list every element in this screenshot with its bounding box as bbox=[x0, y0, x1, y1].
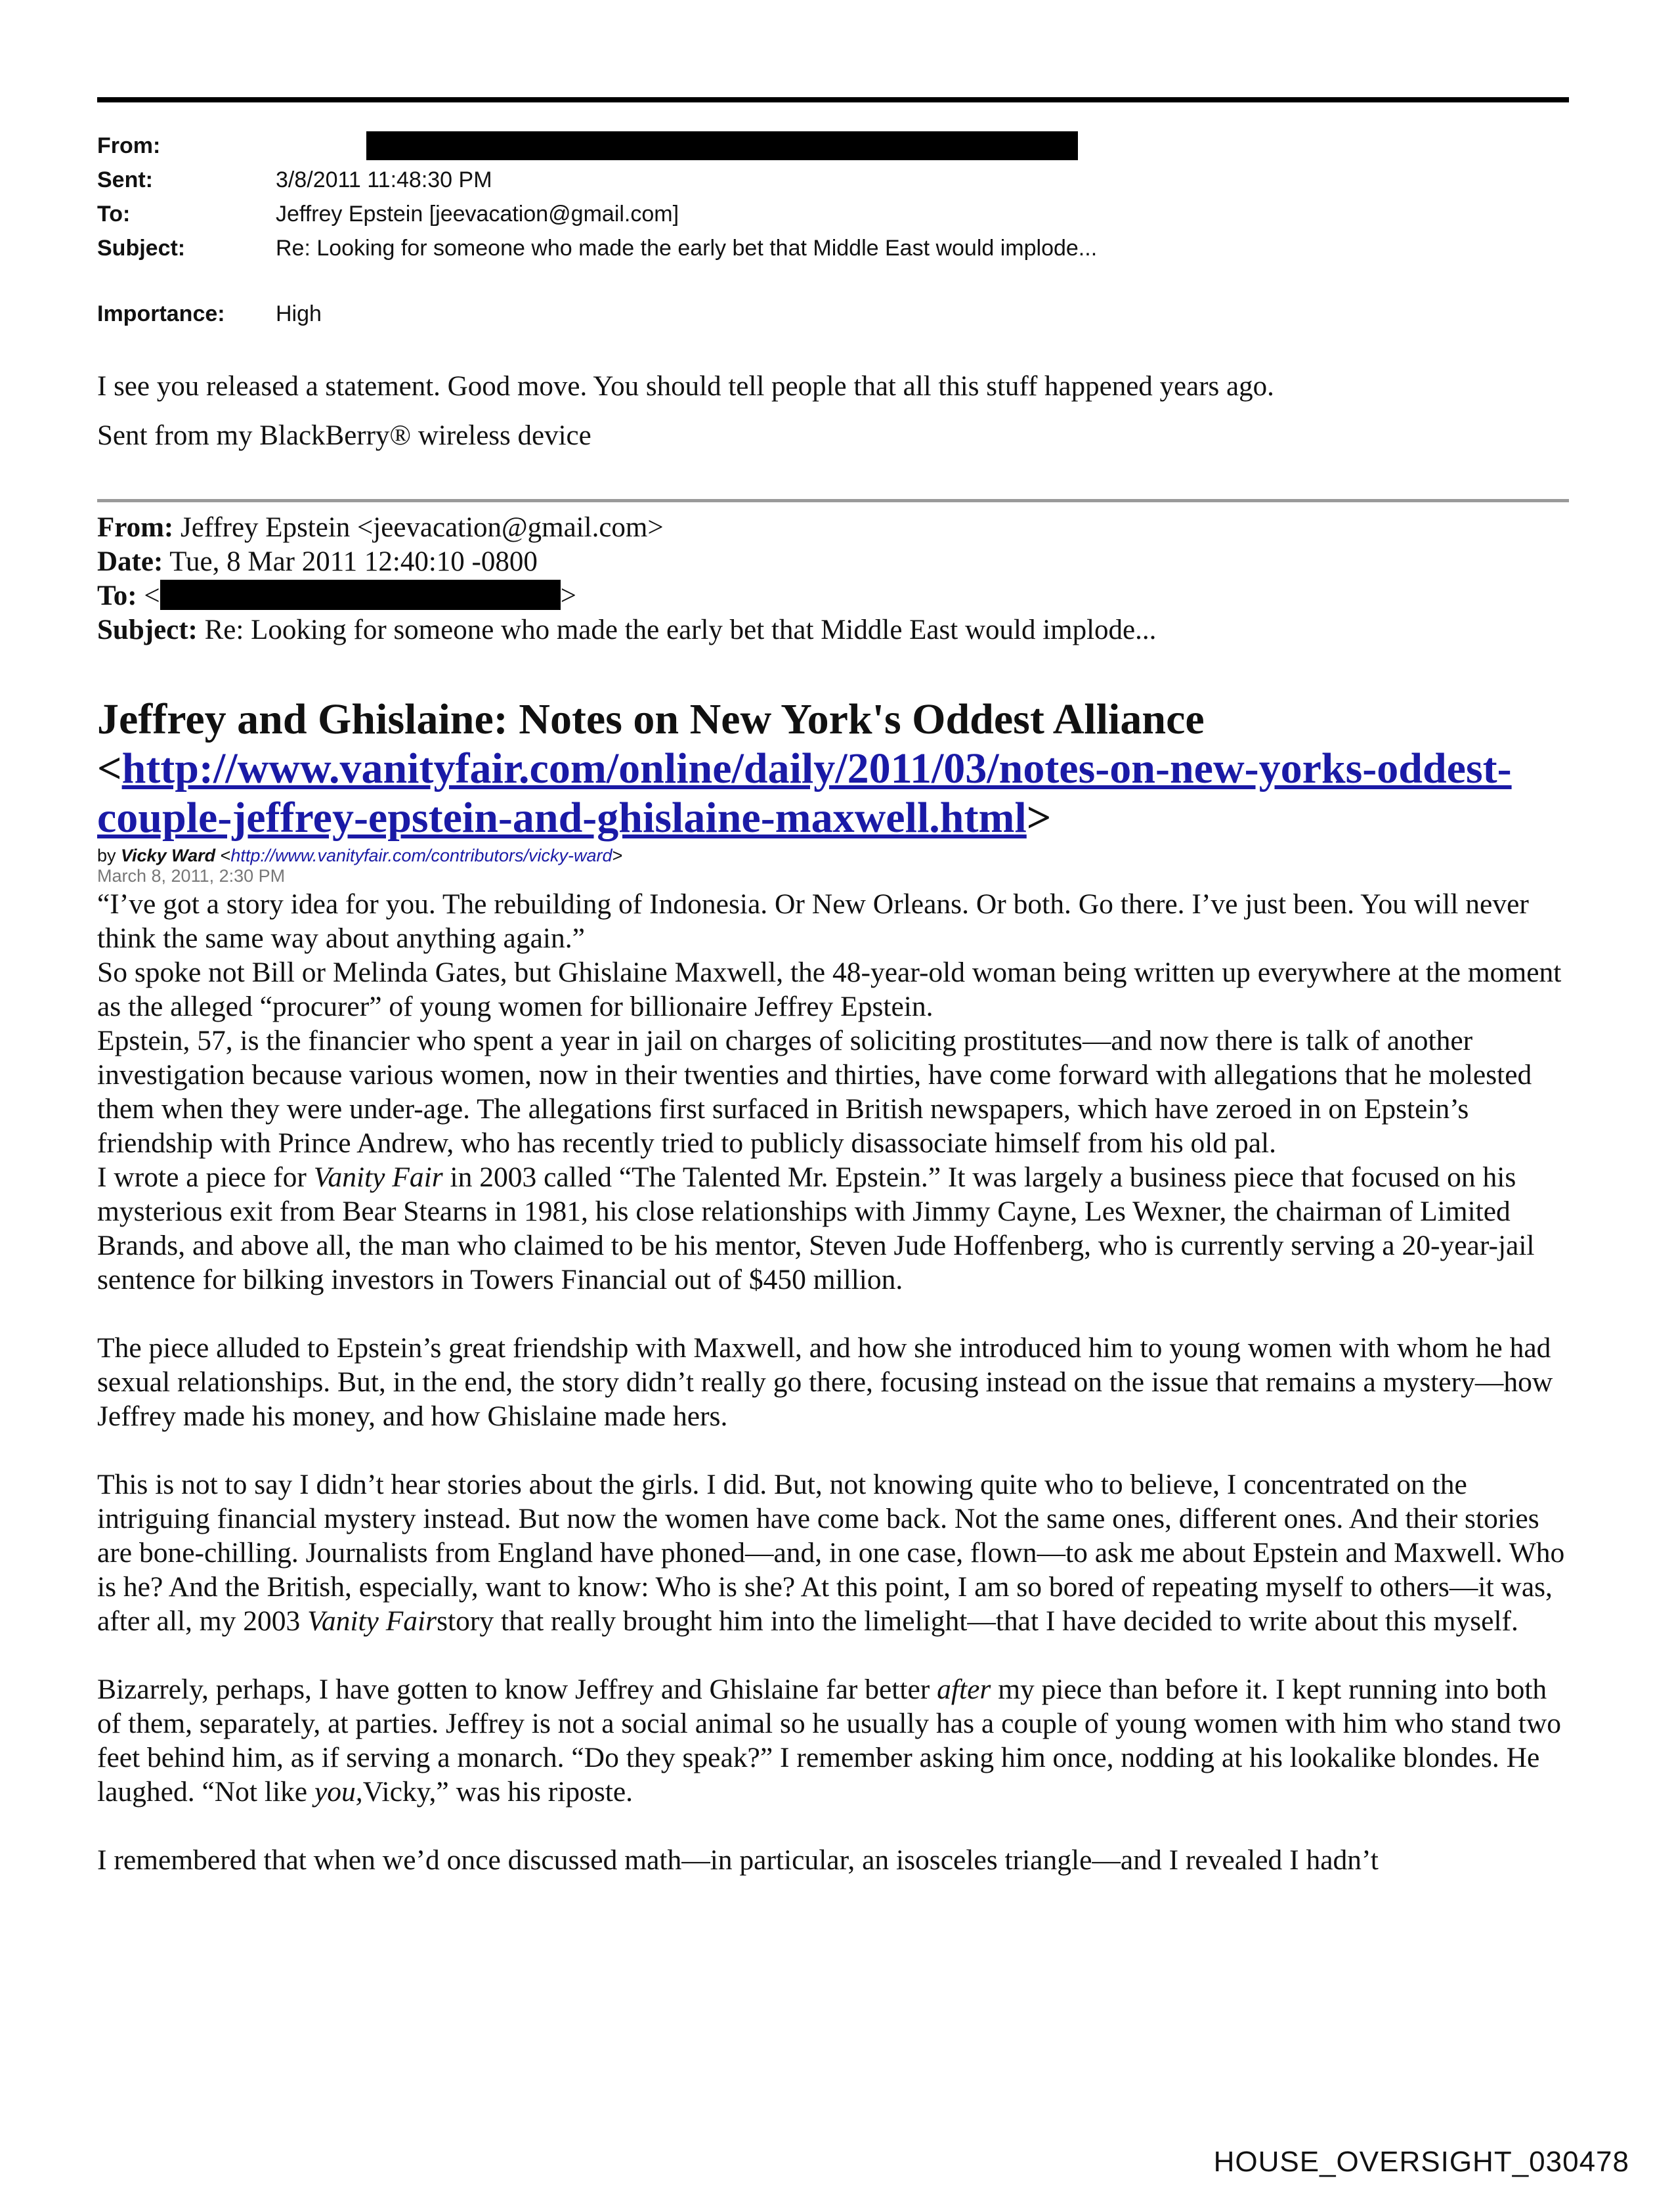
text-run: Vicky,” was his riposte. bbox=[362, 1776, 633, 1808]
to-label: To: bbox=[97, 201, 131, 227]
author-link-close: > bbox=[612, 846, 623, 865]
sent-row bbox=[97, 163, 1569, 197]
byline-by: by bbox=[97, 846, 121, 865]
sent-label: Sent: bbox=[97, 167, 153, 192]
article-title bbox=[97, 695, 1569, 842]
text-run: This is not to say I didn’t hear stories about the girls. I did. But, not knowing quite who to believe, I concentrated on the intriguing financial mystery instead. But now the women have come back. Not the same ones, different ones. And their stories are bone-chilling. Journalists from England have phoned—and, in one case, flown—to ask me about Epstein and Maxwell. Who is he? And the British, especially, want to know: Who is she? At this point, I am so bored of repeating myself to others—it was, after all, my 2003 bbox=[97, 1469, 1565, 1637]
article-link-open: < bbox=[97, 745, 122, 792]
redaction-box bbox=[160, 580, 561, 610]
importance-label: Importance: bbox=[97, 301, 225, 326]
subject-row bbox=[97, 231, 1569, 265]
fwd-from-row bbox=[97, 511, 1569, 545]
article-link[interactable]: http://www.vanityfair.com/online/daily/2011/03/notes-on-new-yorks-oddest-couple-jeffrey-epstein-and-ghislaine-maxwell.html bbox=[97, 745, 1512, 842]
text-run: story that really brought him into the limelight—that I have decided to write about this myself. bbox=[437, 1605, 1518, 1637]
paragraph bbox=[97, 1672, 1569, 1809]
author-link-open: < bbox=[215, 846, 231, 865]
signature-line: Sent from my BlackBerry® wireless device bbox=[97, 420, 591, 451]
italic-run: after bbox=[937, 1674, 991, 1705]
article bbox=[97, 695, 1569, 1877]
article-title-text: Jeffrey and Ghislaine: Notes on New York's Oddest Alliance bbox=[97, 695, 1205, 743]
article-body bbox=[97, 887, 1569, 1877]
text-run: in 2003 called “The Talented Mr. Epstein.” It was largely a business piece that focused on his mysterious exit from Bear Stearns in 1981, his close relationships with Jimmy Cayne, Les Wexner, the chairman of Limited Brands, and above all, the man who claimed to be his mentor, Steven Jude Hoffenberg, who is currently serving a 20-year-jail sentence for bilking investors in Towers Financial out of $450 million. bbox=[97, 1161, 1535, 1295]
article-link-close: > bbox=[1026, 794, 1052, 842]
separator-rule bbox=[97, 499, 1569, 502]
paragraph: So spoke not Bill or Melinda Gates, but Ghislaine Maxwell, the 48-year-old woman being written up everywhere at the moment as the alleged “procurer” of young women for billionaire Jeffrey Epstein. bbox=[97, 957, 1562, 1022]
forwarded-header bbox=[97, 511, 1569, 647]
email-header bbox=[97, 129, 1569, 331]
fwd-to-label: To: bbox=[97, 580, 137, 611]
from-row bbox=[97, 129, 1569, 163]
bates-number: HOUSE_OVERSIGHT_030478 bbox=[1213, 2146, 1629, 2178]
italic-run: you, bbox=[314, 1776, 363, 1808]
text-run: Bizarrely, perhaps, I have gotten to know Jeffrey and Ghislaine far better bbox=[97, 1674, 937, 1705]
paragraph: The piece alluded to Epstein’s great friendship with Maxwell, and how she introduced him to young women with whom he had sexual relationships. But, in the end, the story didn’t really go there, focusing instead on the issue that remains a mystery—how Jeffrey made his money, and how Ghislaine made hers. bbox=[97, 1332, 1553, 1432]
redaction-box bbox=[366, 131, 1078, 160]
message-line: I see you released a statement. Good move. You should tell people that all this stuff happened years ago. bbox=[97, 371, 1274, 402]
fwd-subject-value: Re: Looking for someone who made the early bet that Middle East would implode... bbox=[197, 615, 1157, 645]
paragraph bbox=[97, 1160, 1569, 1297]
text-run: I wrote a piece for bbox=[97, 1161, 314, 1193]
fwd-subject-label: Subject: bbox=[97, 615, 198, 645]
fwd-from-value: Jeffrey Epstein <jeevacation@gmail.com> bbox=[173, 512, 664, 543]
top-rule bbox=[97, 97, 1569, 102]
text-run: my piece than before it. I kept running into both of them, separately, at parties. Jeffrey is not a social animal so he usually has a couple of young women with him who stand two feet behind him, as if serving a monarch. “Do they speak?” I remember asking him once, nodding at his lookalike blondes. He laughed. “Not like bbox=[97, 1674, 1562, 1808]
to-value: Jeffrey Epstein [jeevacation@gmail.com] bbox=[276, 201, 679, 227]
fwd-date-value: Tue, 8 Mar 2011 12:40:10 -0800 bbox=[163, 546, 538, 577]
author-link[interactable]: http://www.vanityfair.com/contributors/vicky-ward bbox=[230, 846, 612, 865]
italic-run: Vanity Fair bbox=[307, 1605, 437, 1637]
fwd-date-row bbox=[97, 545, 1569, 579]
italic-run: Vanity Fair bbox=[313, 1161, 443, 1193]
from-label: From: bbox=[97, 133, 161, 158]
fwd-to-prefix: < bbox=[137, 580, 160, 611]
paragraph: Epstein, 57, is the financier who spent a year in jail on charges of soliciting prostitutes—and now there is talk of another investigation because various women, now in their twenties and thirties, have come forward with allegations that he molested them when they were under-age. The allegations first surfaced in British newspapers, which have zeroed in on Epstein’s friendship with Prince Andrew, who has recently tried to publicly disassociate himself from his old pal. bbox=[97, 1025, 1532, 1159]
byline bbox=[97, 845, 1569, 866]
fwd-subject-row bbox=[97, 613, 1569, 647]
message-body bbox=[97, 370, 1569, 469]
to-row bbox=[97, 197, 1569, 231]
paragraph: I remembered that when we’d once discussed math—in particular, an isosceles triangle—and I revealed I hadn’t bbox=[97, 1844, 1379, 1876]
importance-row bbox=[97, 297, 1569, 331]
fwd-to-suffix: > bbox=[560, 580, 576, 611]
fwd-date-label: Date: bbox=[97, 546, 163, 577]
importance-value: High bbox=[276, 301, 322, 326]
article-date: March 8, 2011, 2:30 PM bbox=[97, 866, 286, 886]
paragraph bbox=[97, 1467, 1569, 1638]
sent-value: 3/8/2011 11:48:30 PM bbox=[276, 167, 492, 192]
paragraph: “I’ve got a story idea for you. The rebuilding of Indonesia. Or New Orleans. Or both. Go there. I’ve just been. You will never think the same way about anything again.” bbox=[97, 888, 1529, 954]
byline-author: Vicky Ward bbox=[121, 846, 216, 865]
fwd-to-row bbox=[97, 579, 1569, 613]
subject-value: Re: Looking for someone who made the early bet that Middle East would implode... bbox=[276, 235, 1098, 261]
fwd-from-label: From: bbox=[97, 512, 174, 543]
subject-label: Subject: bbox=[97, 235, 186, 261]
from-value bbox=[276, 131, 1569, 160]
